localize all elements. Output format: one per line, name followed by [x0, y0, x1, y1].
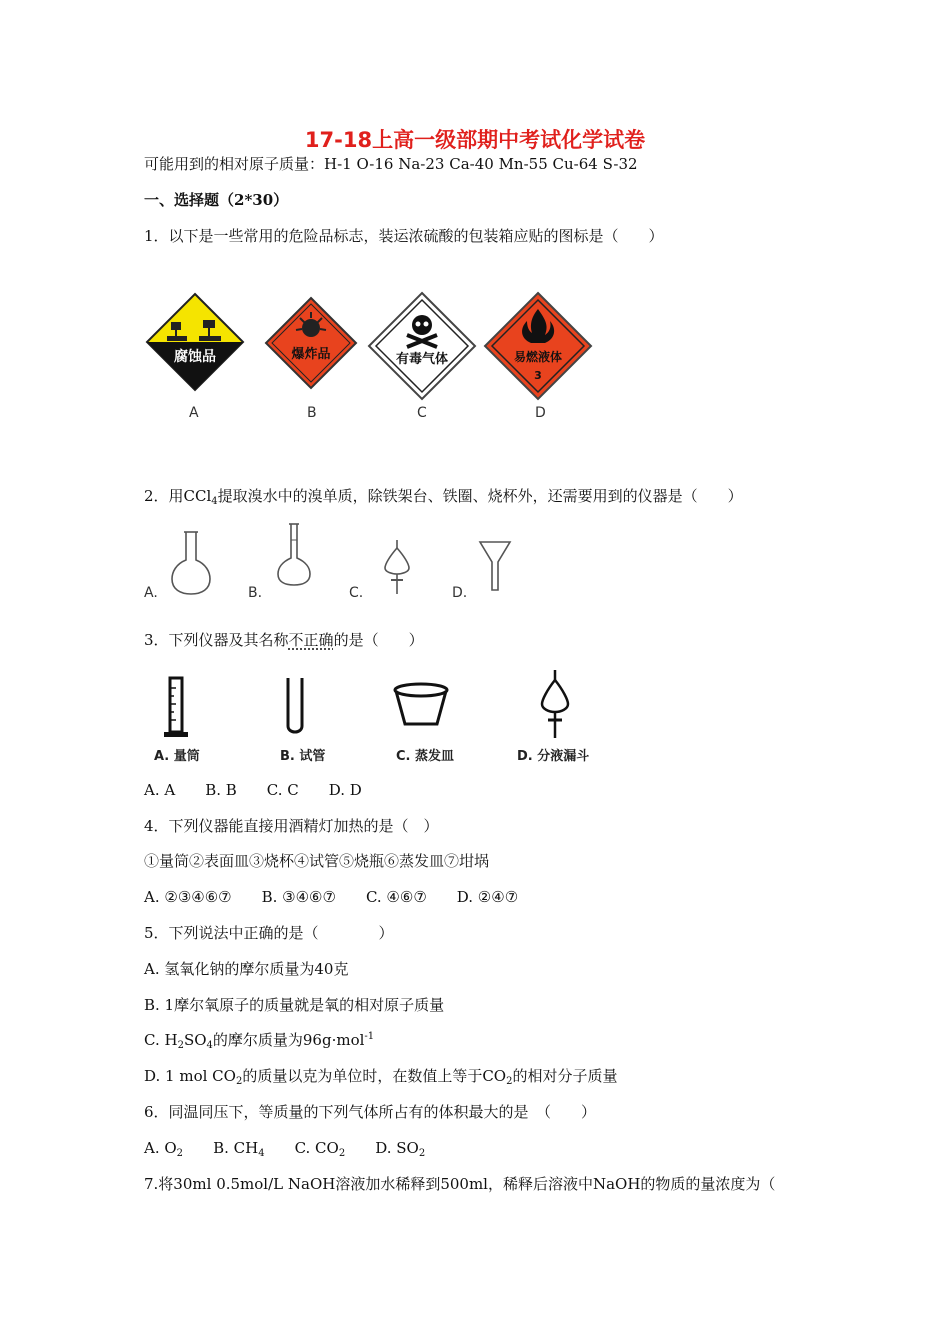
explosive-sign-icon	[264, 296, 358, 390]
test-tube-icon	[284, 676, 306, 738]
q2-option-d: D.	[452, 585, 468, 601]
question-4-items: ①量筒②表面皿③烧杯④试管⑤烧瓶⑥蒸发皿⑦坩埚	[144, 852, 490, 870]
question-7-text: 7.将30ml 0.5mol/L NaOH溶液加水稀释到500ml，稀释后溶液中NaOH的物质的量浓度为（	[144, 1175, 776, 1193]
q2-option-a: A.	[144, 585, 158, 601]
graduated-cylinder-icon	[160, 676, 192, 738]
question-6-text: 6．同温同压下，等质量的下列气体所占有的体积最大的是 （ ）	[144, 1103, 597, 1121]
question-5-text: 5．下列说法中正确的是（ ）	[144, 924, 394, 942]
separatory-funnel-icon	[382, 540, 412, 596]
flammable-liquid-sign-icon	[483, 291, 593, 401]
sign-a-label: 腐蚀品	[174, 349, 216, 365]
question-5-option-b: B. 1摩尔氧原子的质量就是氧的相对原子质量	[144, 996, 445, 1014]
volumetric-flask-icon	[276, 522, 312, 588]
funnel-icon	[478, 538, 512, 594]
question-5-option-c: C. $H_2SO_4$的摩尔质量为96g·mol$^{-1}$	[144, 1031, 375, 1051]
question-4-options: A. ②③④⑥⑦ B. ③④⑥⑦ C. ④⑥⑦ D. ②④⑦	[144, 888, 519, 906]
exam-title: 17-18上高一级部期中考试化学试卷	[304, 128, 646, 152]
question-6-options: A. $O_2$ B. $CH_4$ C. $CO_2$ D. $SO_2$	[144, 1139, 426, 1159]
q2-option-c: C.	[349, 585, 364, 601]
option-label-a: A	[189, 405, 199, 421]
apparatus-label-d: D. 分液漏斗	[517, 749, 590, 764]
question-4-text: 4．下列仪器能直接用酒精灯加热的是（ ）	[144, 817, 439, 835]
sign-c-label: 有毒气体	[395, 352, 449, 367]
separatory-funnel-q3-icon	[539, 670, 571, 740]
question-5-option-d: D. 1 mol $CO_2$的质量以克为单位时，在数值上等于$CO_2$的相对分子质量	[144, 1067, 618, 1087]
corrosive-sign-icon	[145, 292, 245, 392]
section-heading: 一、选择题（2*30）	[144, 191, 289, 209]
apparatus-label-b: B. 试管	[280, 749, 326, 764]
question-3-options: A. A B. B C. C D. D	[144, 781, 362, 799]
sign-d-label: 易燃液体	[513, 350, 563, 364]
q2-option-b: B.	[248, 585, 263, 601]
question-1-text: 1．以下是一些常用的危险品标志，装运浓硫酸的包装箱应贴的图标是（ ）	[144, 227, 664, 245]
sign-d-class-number: 3	[534, 369, 542, 382]
atomic-masses-note: 可能用到的相对原子质量：H-1 O-16 Na-23 Ca-40 Mn-55 Cu-64 S-32	[144, 155, 638, 173]
toxic-gas-sign-icon	[367, 291, 477, 401]
option-label-d: D	[535, 405, 546, 421]
apparatus-label-a: A. 量筒	[154, 749, 200, 764]
sign-b-label: 爆炸品	[291, 347, 331, 362]
apparatus-label-c: C. 蒸发皿	[396, 749, 455, 764]
evaporating-dish-icon	[393, 682, 449, 728]
round-bottom-flask-icon	[170, 530, 212, 596]
question-5-option-a: A. 氢氧化钠的摩尔质量为40克	[144, 960, 349, 978]
question-3-text: 3．下列仪器及其名称不正确的是（ ）	[144, 631, 424, 649]
option-label-b: B	[307, 405, 317, 421]
question-2-text: 2．用CCl$_4$提取溴水中的溴单质，除铁架台、铁圈、烧杯外，还需要用到的仪器是（ ）	[144, 487, 743, 507]
option-label-c: C	[417, 405, 427, 421]
